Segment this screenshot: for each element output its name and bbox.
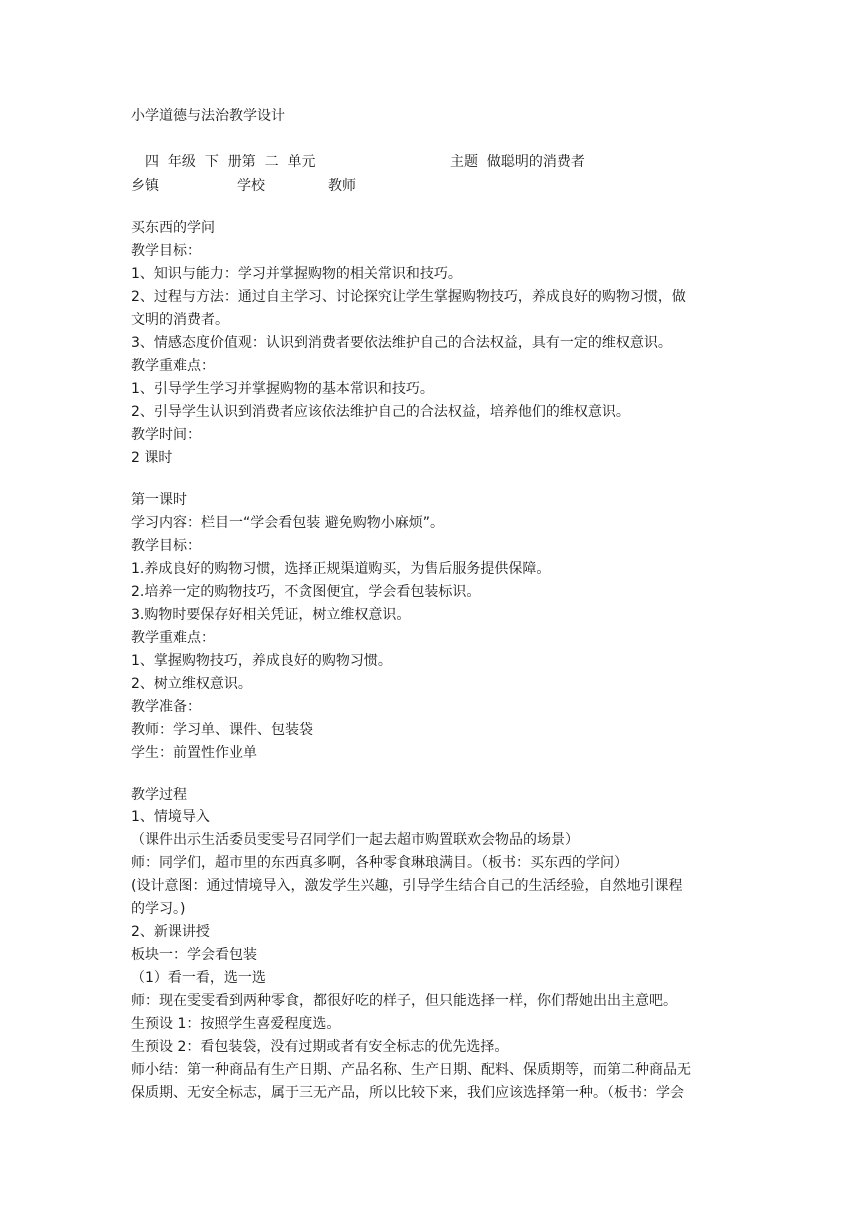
body-line: 学生：前置性作业单 [131, 745, 257, 761]
body-line: 1.养成良好的购物习惯，选择正规渠道购买，为售后服务提供保障。 [131, 561, 551, 577]
body-line: 的学习。) [131, 901, 186, 917]
body-line: 1、情境导入 [131, 809, 210, 825]
theme-value: 做聪明的消费者 [486, 154, 585, 170]
teacher-label: 教师 [328, 178, 356, 194]
body-line: 师：现在雯雯看到两种零食，都很好吃的样子，但只能选择一样，你们帮她出出主意吧。 [131, 993, 677, 1009]
body-line: （课件出示生活委员雯雯号召同学们一起去超市购置联欢会物品的场景） [131, 832, 579, 848]
body-line: 教学时间： [131, 427, 201, 443]
body-line: 2、树立维权意识。 [131, 676, 252, 692]
unit-value: 二 [264, 154, 279, 170]
body-line: 3、情感态度价值观：认识到消费者要依法维护自己的合法权益，具有一定的维权意识。 [131, 335, 672, 351]
body-line: 教学目标： [131, 243, 201, 259]
body-line: 师：同学们，超市里的东西真多啊，各种零食琳琅满目。（板书：买东西的学问） [131, 855, 628, 871]
school-label: 学校 [237, 178, 265, 194]
body-line: 1、掌握购物技巧，养成良好的购物习惯。 [131, 653, 392, 669]
body-line: 2.培养一定的购物技巧，不贪图便宜，学会看包装标识。 [131, 584, 481, 600]
body-line: 生预设 2：看包装袋，没有过期或者有安全标志的优先选择。 [131, 1039, 509, 1055]
volume-label: 册第 [227, 154, 256, 170]
unit-info [145, 153, 316, 171]
theme-info [450, 153, 585, 171]
body-line: 教学重难点： [131, 630, 215, 646]
body-line: 2、引导学生认识到消费者应该依法维护自己的合法权益，培养他们的维权意识。 [131, 404, 630, 420]
body-line: 3.购物时要保存好相关凭证，树立维权意识。 [131, 607, 411, 623]
body-line: 第一课时 [131, 492, 187, 508]
body-line: 教学过程 [131, 787, 187, 803]
body-line: 2 课时 [131, 450, 173, 466]
body-line: 板块一：学会看包装 [131, 947, 257, 963]
body-line: 买东西的学问 [131, 220, 215, 236]
document-title: 小学道德与法治教学设计 [131, 108, 285, 124]
body-line: 1、引导学生学习并掌握购物的基本常识和技巧。 [131, 381, 434, 397]
body-line: 师小结：第一种商品有生产日期、产品名称、生产日期、配料、保质期等，而第二种商品无 [131, 1062, 691, 1078]
body-line: 教学重难点： [131, 358, 215, 374]
body-line: （1）看一看，选一选 [131, 970, 266, 986]
body-line: 1、知识与能力：学习并掌握购物的相关常识和技巧。 [131, 266, 462, 282]
body-line: 学习内容：栏目一“学会看包装 避免购物小麻烦”。 [131, 515, 444, 531]
grade-label: 年级 [167, 154, 196, 170]
body-line: (设计意图：通过情境导入，激发学生兴趣，引导学生结合自己的生活经验，自然地引课程 [131, 878, 683, 894]
body-line: 教师：学习单、课件、包装袋 [131, 722, 313, 738]
body-line: 2、过程与方法：通过自主学习、讨论探究让学生掌握购物技巧，养成良好的购物习惯，做 [131, 289, 686, 305]
body-line: 生预设 1：按照学生喜爱程度选。 [131, 1016, 341, 1032]
body-line: 文明的消费者。 [131, 312, 229, 328]
theme-label: 主题 [450, 154, 478, 170]
town-label: 乡镇 [131, 178, 159, 194]
unit-label: 单元 [287, 154, 316, 170]
grade-value: 四 [145, 154, 159, 170]
body-line: 教学准备： [131, 699, 201, 715]
body-line: 2、新课讲授 [131, 924, 210, 940]
body-line: 教学目标： [131, 538, 201, 554]
body-line: 保质期、无安全标志，属于三无产品，所以比较下来，我们应该选择第一种。（板书：学会 [131, 1085, 684, 1101]
volume-value: 下 [204, 154, 219, 170]
